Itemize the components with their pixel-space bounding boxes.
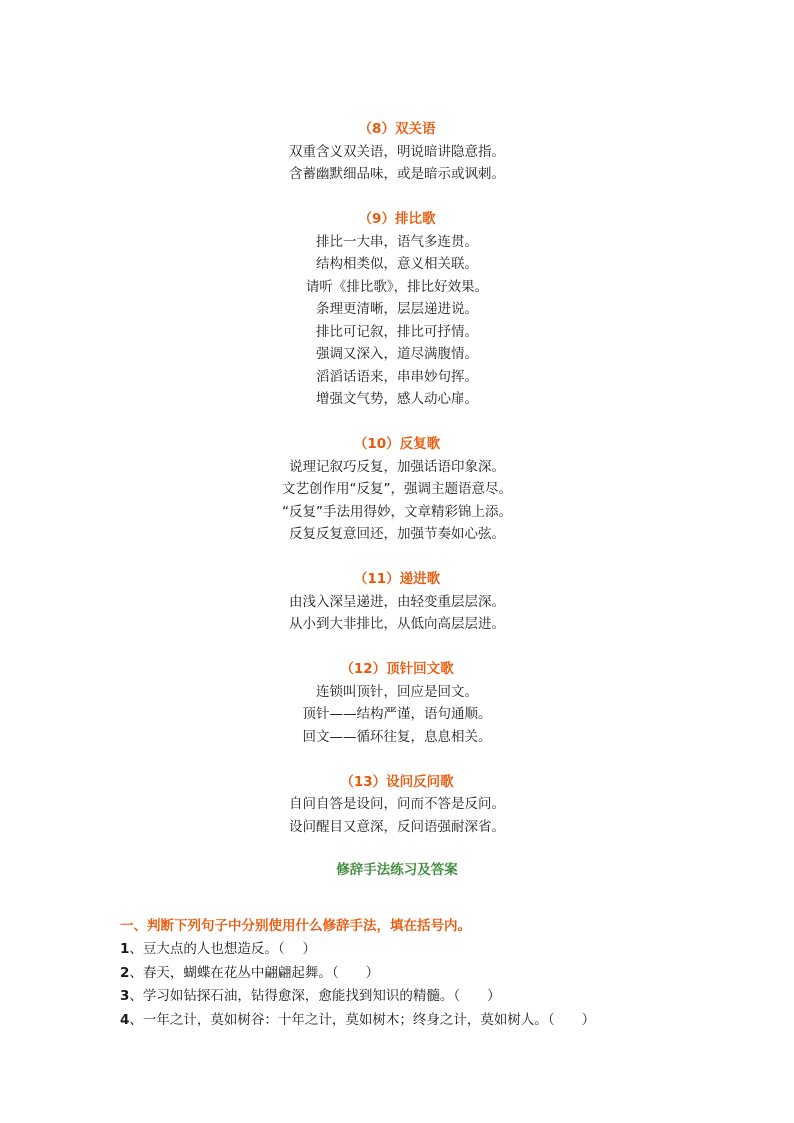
question-number: 3 bbox=[120, 988, 130, 1004]
poem-line: 双重含义双关语，明说暗讲隐意指。 bbox=[289, 143, 505, 160]
exercise-heading: 修辞手法练习及答案 bbox=[336, 862, 458, 878]
question-instruction: 一、判断下列句子中分别使用什么修辞手法，填在括号内。 bbox=[120, 918, 471, 934]
rhetoric-poems bbox=[0, 118, 794, 838]
section-rhetorical-question bbox=[0, 771, 794, 839]
question-number: 4 bbox=[120, 1011, 130, 1028]
section-repetition bbox=[0, 433, 794, 546]
poem-line: 由浅入深呈递进，由轻变重层层深。 bbox=[289, 593, 505, 610]
section-title: （10）反复歌 bbox=[353, 436, 441, 452]
question-text: 、春天，蝴蝶在花丛中翩翩起舞。（ ） bbox=[129, 964, 380, 981]
poem-line: 文艺创作用“反复”，强调主题语意尽。 bbox=[282, 481, 512, 497]
poem-line: 强调又深入，道尽满腹情。 bbox=[316, 346, 478, 362]
poem-line: 自问自答是设问，问而不答是反问。 bbox=[289, 796, 505, 812]
poem-line: 设问醒目又意深，反问语强耐深省。 bbox=[289, 818, 505, 835]
section-title: （9）排比歌 bbox=[358, 211, 436, 227]
question-text: 、学习如钻探石油，钻得愈深，愈能找到知识的精髓。（ ） bbox=[129, 988, 501, 1004]
question-item bbox=[120, 938, 760, 962]
poem-line: 含蓄幽默细品味，或是暗示或讽刺。 bbox=[289, 166, 505, 182]
poem-line: 滔滔话语来，串串妙句挥。 bbox=[316, 368, 478, 385]
question-item bbox=[120, 1009, 760, 1033]
question-number: 1 bbox=[120, 941, 130, 957]
section-title: （11）递进歌 bbox=[353, 571, 441, 587]
poem-line: 请听《排比歌》，排比好效果。 bbox=[305, 278, 489, 295]
poem-line: 说理记叙巧反复，加强话语印象深。 bbox=[289, 458, 505, 475]
poem-line: 回文——循环往复，息息相关。 bbox=[302, 728, 492, 745]
section-title: （13）设问反问歌 bbox=[340, 773, 454, 790]
section-progression bbox=[0, 568, 794, 636]
exercise-questions bbox=[120, 914, 760, 1032]
poem-line: 顶针——结构严谨，语句通顺。 bbox=[302, 706, 492, 722]
poem-line: “反复”手法用得妙，文章精彩锦上添。 bbox=[282, 503, 512, 520]
section-title: （12）顶针回文歌 bbox=[340, 661, 454, 677]
question-item bbox=[120, 985, 760, 1009]
section-anadiplosis-palindrome bbox=[0, 658, 794, 748]
question-item bbox=[120, 962, 760, 986]
section-parallelism bbox=[0, 208, 794, 411]
poem-line: 反复反复意回还，加强节奏如心弦。 bbox=[289, 526, 505, 542]
poem-line: 排比一大串，语气多连贯。 bbox=[316, 233, 478, 250]
section-title: （8）双关语 bbox=[358, 121, 436, 137]
question-number: 2 bbox=[120, 964, 130, 981]
poem-line: 结构相类似，意义相关联。 bbox=[316, 256, 478, 272]
poem-line: 连锁叫顶针，回应是回文。 bbox=[316, 683, 478, 700]
poem-line: 条理更清晰，层层递进说。 bbox=[316, 301, 478, 317]
poem-line: 增强文气势，感人动心扉。 bbox=[316, 391, 478, 407]
question-text: 、一年之计，莫如树谷：十年之计，莫如树木；终身之计，莫如树人。（ ） bbox=[129, 1011, 596, 1028]
section-pun bbox=[0, 118, 794, 186]
poem-line: 从小到大非排比，从低向高层层进。 bbox=[289, 616, 505, 632]
question-text: 、豆大点的人也想造反。（ ） bbox=[129, 941, 316, 957]
poem-line: 排比可记叙，排比可抒情。 bbox=[316, 323, 478, 340]
